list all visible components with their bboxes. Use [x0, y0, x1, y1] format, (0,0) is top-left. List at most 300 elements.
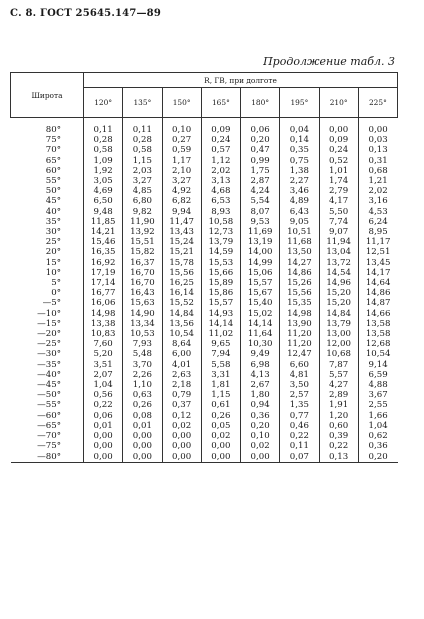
- value-cell: 15,20: [319, 298, 358, 308]
- value-cell: 13,34: [123, 319, 162, 329]
- value-cell: 6,80: [123, 196, 162, 206]
- value-cell: 3,16: [358, 196, 397, 206]
- value-cell: 0,00: [319, 118, 358, 136]
- value-cell: 0,20: [358, 452, 397, 463]
- value-cell: 8,93: [201, 207, 240, 217]
- value-cell: 0,27: [162, 135, 201, 145]
- value-cell: 1,75: [241, 166, 280, 176]
- value-cell: 15,56: [280, 288, 319, 298]
- value-cell: 2,26: [123, 370, 162, 380]
- value-cell: 14,86: [280, 268, 319, 278]
- value-cell: 15,86: [201, 288, 240, 298]
- value-cell: 2,57: [280, 390, 319, 400]
- value-cell: 11,94: [319, 237, 358, 247]
- value-cell: 10,68: [319, 349, 358, 359]
- page-header: С. 8. ГОСТ 25645.147—89: [10, 8, 162, 19]
- value-cell: 4,53: [358, 207, 397, 217]
- value-cell: 3,13: [201, 176, 240, 186]
- longitude-header: 150°: [162, 88, 201, 118]
- value-cell: 1,01: [319, 166, 358, 176]
- latitude-cell: —40°: [37, 369, 61, 380]
- table-row: [11, 186, 398, 196]
- value-cell: 16,70: [123, 268, 162, 278]
- value-cell: 12,51: [358, 247, 397, 257]
- value-cell: 13,43: [162, 227, 201, 237]
- longitude-header: 225°: [358, 88, 397, 118]
- latitude-cell: 55°: [45, 176, 61, 187]
- value-cell: 2,27: [280, 176, 319, 186]
- value-cell: 2,67: [241, 380, 280, 390]
- value-cell: 11,02: [201, 329, 240, 339]
- value-cell: 0,01: [123, 421, 162, 431]
- value-cell: 12,73: [201, 227, 240, 237]
- value-cell: 4,17: [319, 196, 358, 206]
- value-cell: 14,84: [162, 309, 201, 319]
- table-row: [11, 329, 398, 339]
- value-cell: 6,00: [162, 349, 201, 359]
- latitude-cell: —50°: [37, 390, 61, 401]
- latitude-cell: —70°: [37, 431, 61, 442]
- value-cell: 0,07: [280, 452, 319, 463]
- value-cell: 11,90: [123, 217, 162, 227]
- value-cell: 4,01: [162, 360, 201, 370]
- table-row: [11, 360, 398, 370]
- value-cell: 0,11: [280, 441, 319, 451]
- value-cell: 14,99: [241, 258, 280, 268]
- value-cell: 14,98: [280, 309, 319, 319]
- value-cell: 15,02: [241, 309, 280, 319]
- value-cell: 0,00: [201, 452, 240, 463]
- table-row: [11, 118, 398, 136]
- value-cell: 1,09: [84, 156, 123, 166]
- value-cell: 0,01: [84, 421, 123, 431]
- value-cell: 0,63: [123, 390, 162, 400]
- value-cell: 0,58: [123, 145, 162, 155]
- value-cell: 4,27: [319, 380, 358, 390]
- table-row: [11, 135, 398, 145]
- value-cell: 1,04: [358, 421, 397, 431]
- value-cell: 0,61: [201, 400, 240, 410]
- latitude-cell: —75°: [37, 441, 61, 452]
- value-cell: 0,04: [280, 118, 319, 136]
- value-cell: 12,00: [319, 339, 358, 349]
- longitude-group-header: R, ГВ, при долготе: [84, 73, 398, 88]
- value-cell: 4,92: [162, 186, 201, 196]
- value-cell: 0,99: [241, 156, 280, 166]
- longitude-header: 120°: [84, 88, 123, 118]
- value-cell: 0,20: [241, 135, 280, 145]
- table-row: [11, 370, 398, 380]
- table-row: [11, 145, 398, 155]
- longitude-header: 210°: [319, 88, 358, 118]
- value-cell: 15,20: [319, 288, 358, 298]
- value-cell: 14,84: [319, 309, 358, 319]
- latitude-cell: —25°: [37, 339, 61, 350]
- latitude-cell: 25°: [45, 237, 61, 248]
- table-row: [11, 217, 398, 227]
- value-cell: 0,36: [358, 441, 397, 451]
- latitude-cell: —10°: [37, 308, 61, 319]
- table-header-row: [11, 73, 398, 88]
- value-cell: 3,50: [280, 380, 319, 390]
- table-row: [11, 339, 398, 349]
- value-cell: 13,58: [358, 329, 397, 339]
- latitude-cell: —45°: [37, 380, 61, 391]
- value-cell: 4,69: [84, 186, 123, 196]
- value-cell: 6,50: [84, 196, 123, 206]
- longitude-header: 180°: [241, 88, 280, 118]
- value-cell: 0,28: [84, 135, 123, 145]
- table-row: [11, 452, 398, 463]
- value-cell: 0,00: [162, 441, 201, 451]
- value-cell: 0,13: [319, 452, 358, 463]
- value-cell: 9,94: [162, 207, 201, 217]
- table-row: [11, 196, 398, 206]
- value-cell: 15,66: [201, 268, 240, 278]
- table-row: [11, 258, 398, 268]
- value-cell: 8,64: [162, 339, 201, 349]
- value-cell: 8,95: [358, 227, 397, 237]
- value-cell: 7,87: [319, 360, 358, 370]
- value-cell: 0,77: [280, 411, 319, 421]
- value-cell: 16,35: [84, 247, 123, 257]
- value-cell: 1,80: [241, 390, 280, 400]
- value-cell: 5,57: [319, 370, 358, 380]
- value-cell: 1,10: [123, 380, 162, 390]
- value-cell: 5,58: [201, 360, 240, 370]
- value-cell: 3,67: [358, 390, 397, 400]
- value-cell: 5,54: [241, 196, 280, 206]
- value-cell: 15,57: [201, 298, 240, 308]
- table-row: [11, 309, 398, 319]
- latitude-cell: —15°: [37, 318, 61, 329]
- value-cell: 9,05: [280, 217, 319, 227]
- table-row: [11, 227, 398, 237]
- value-cell: 16,43: [123, 288, 162, 298]
- value-cell: 14,64: [358, 278, 397, 288]
- latitude-cell: —35°: [37, 359, 61, 370]
- value-cell: 1,20: [319, 411, 358, 421]
- value-cell: 0,13: [358, 145, 397, 155]
- table-row: [11, 411, 398, 421]
- latitude-cell: 65°: [45, 155, 61, 166]
- value-cell: 15,35: [280, 298, 319, 308]
- value-cell: 7,93: [123, 339, 162, 349]
- value-cell: 3,27: [123, 176, 162, 186]
- value-cell: 13,92: [123, 227, 162, 237]
- value-cell: 15,51: [123, 237, 162, 247]
- latitude-cell: 35°: [45, 216, 61, 227]
- value-cell: 15,21: [162, 247, 201, 257]
- value-cell: 3,05: [84, 176, 123, 186]
- value-cell: 3,70: [123, 360, 162, 370]
- value-cell: 1,17: [162, 156, 201, 166]
- value-cell: 4,88: [358, 380, 397, 390]
- latitude-cell: 30°: [45, 227, 61, 238]
- latitude-cell: 0°: [51, 288, 61, 299]
- value-cell: 15,63: [123, 298, 162, 308]
- value-cell: 9,14: [358, 360, 397, 370]
- value-cell: 0,08: [123, 411, 162, 421]
- value-cell: 11,47: [162, 217, 201, 227]
- value-cell: 0,62: [358, 431, 397, 441]
- value-cell: 0,94: [241, 400, 280, 410]
- value-cell: 1,66: [358, 411, 397, 421]
- value-cell: 0,02: [162, 421, 201, 431]
- value-cell: 1,81: [201, 380, 240, 390]
- value-cell: 0,20: [241, 421, 280, 431]
- value-cell: 11,68: [280, 237, 319, 247]
- table-row: [11, 268, 398, 278]
- value-cell: 6,24: [358, 217, 397, 227]
- table-body: [11, 118, 398, 463]
- value-cell: 16,70: [123, 278, 162, 288]
- value-cell: 13,72: [319, 258, 358, 268]
- value-cell: 6,53: [201, 196, 240, 206]
- value-cell: 2,79: [319, 186, 358, 196]
- latitude-cell: 60°: [45, 165, 61, 176]
- rigidity-table: [10, 72, 398, 463]
- value-cell: 9,53: [241, 217, 280, 227]
- value-cell: 2,02: [201, 166, 240, 176]
- value-cell: 0,12: [162, 411, 201, 421]
- value-cell: 10,54: [162, 329, 201, 339]
- value-cell: 1,21: [358, 176, 397, 186]
- latitude-cell: —30°: [37, 349, 61, 360]
- value-cell: 0,02: [241, 441, 280, 451]
- value-cell: 0,39: [319, 431, 358, 441]
- value-cell: 1,12: [201, 156, 240, 166]
- value-cell: 15,53: [201, 258, 240, 268]
- value-cell: 0,00: [123, 431, 162, 441]
- value-cell: 7,94: [201, 349, 240, 359]
- value-cell: 0,06: [241, 118, 280, 136]
- value-cell: 15,89: [201, 278, 240, 288]
- value-cell: 16,06: [84, 298, 123, 308]
- value-cell: 10,51: [280, 227, 319, 237]
- value-cell: 1,15: [123, 156, 162, 166]
- value-cell: 0,09: [319, 135, 358, 145]
- value-cell: 17,19: [84, 268, 123, 278]
- latitude-cell: 5°: [51, 278, 61, 289]
- value-cell: 2,89: [319, 390, 358, 400]
- value-cell: 15,52: [162, 298, 201, 308]
- value-cell: 5,48: [123, 349, 162, 359]
- value-cell: 15,24: [162, 237, 201, 247]
- value-cell: 6,82: [162, 196, 201, 206]
- value-cell: 5,50: [319, 207, 358, 217]
- value-cell: 4,81: [280, 370, 319, 380]
- value-cell: 4,13: [241, 370, 280, 380]
- longitude-header: 135°: [123, 88, 162, 118]
- value-cell: 15,46: [84, 237, 123, 247]
- value-cell: 15,40: [241, 298, 280, 308]
- value-cell: 3,51: [84, 360, 123, 370]
- value-cell: 16,14: [162, 288, 201, 298]
- table-row: [11, 176, 398, 186]
- value-cell: 0,26: [123, 400, 162, 410]
- value-cell: 0,56: [84, 390, 123, 400]
- value-cell: 6,59: [358, 370, 397, 380]
- table-row: [11, 278, 398, 288]
- value-cell: 2,02: [358, 186, 397, 196]
- value-cell: 16,37: [123, 258, 162, 268]
- value-cell: 14,87: [358, 298, 397, 308]
- value-cell: 4,89: [280, 196, 319, 206]
- value-cell: 14,27: [280, 258, 319, 268]
- value-cell: 2,55: [358, 400, 397, 410]
- latitude-cell: 75°: [45, 135, 61, 146]
- value-cell: 15,67: [241, 288, 280, 298]
- value-cell: 0,24: [319, 145, 358, 155]
- value-cell: 9,82: [123, 207, 162, 217]
- value-cell: 1,91: [319, 400, 358, 410]
- value-cell: 0,36: [241, 411, 280, 421]
- table-row: [11, 431, 398, 441]
- value-cell: 11,20: [280, 339, 319, 349]
- table-row: [11, 298, 398, 308]
- latitude-column-header: Широта: [11, 73, 84, 118]
- value-cell: 0,22: [319, 441, 358, 451]
- value-cell: 0,28: [123, 135, 162, 145]
- value-cell: 4,24: [241, 186, 280, 196]
- table-row: [11, 207, 398, 217]
- value-cell: 6,98: [241, 360, 280, 370]
- table-row: [11, 237, 398, 247]
- value-cell: 0,00: [162, 452, 201, 463]
- value-cell: 13,56: [162, 319, 201, 329]
- value-cell: 4,68: [201, 186, 240, 196]
- value-cell: 12,68: [358, 339, 397, 349]
- value-cell: 14,14: [241, 319, 280, 329]
- value-cell: 0,11: [84, 118, 123, 136]
- table-row: [11, 390, 398, 400]
- value-cell: 1,92: [84, 166, 123, 176]
- value-cell: 0,79: [162, 390, 201, 400]
- value-cell: 0,00: [84, 441, 123, 451]
- value-cell: 15,26: [280, 278, 319, 288]
- value-cell: 0,26: [201, 411, 240, 421]
- value-cell: 2,18: [162, 380, 201, 390]
- value-cell: 11,69: [241, 227, 280, 237]
- value-cell: 3,27: [162, 176, 201, 186]
- longitude-header: 195°: [280, 88, 319, 118]
- value-cell: 14,54: [319, 268, 358, 278]
- value-cell: 12,47: [280, 349, 319, 359]
- value-cell: 13,58: [358, 319, 397, 329]
- value-cell: 15,82: [123, 247, 162, 257]
- latitude-cell: —60°: [37, 410, 61, 421]
- value-cell: 17,14: [84, 278, 123, 288]
- value-cell: 9,65: [201, 339, 240, 349]
- value-cell: 0,60: [319, 421, 358, 431]
- value-cell: 13,90: [280, 319, 319, 329]
- value-cell: 10,83: [84, 329, 123, 339]
- value-cell: 0,52: [319, 156, 358, 166]
- table-row: [11, 247, 398, 257]
- value-cell: 0,35: [280, 145, 319, 155]
- value-cell: 0,58: [84, 145, 123, 155]
- value-cell: 2,10: [162, 166, 201, 176]
- value-cell: 14,98: [84, 309, 123, 319]
- value-cell: 0,59: [162, 145, 201, 155]
- value-cell: 15,78: [162, 258, 201, 268]
- value-cell: 0,14: [280, 135, 319, 145]
- latitude-cell: —55°: [37, 400, 61, 411]
- value-cell: 2,87: [241, 176, 280, 186]
- value-cell: 0,24: [201, 135, 240, 145]
- value-cell: 14,00: [241, 247, 280, 257]
- table-row: [11, 288, 398, 298]
- value-cell: 0,10: [162, 118, 201, 136]
- latitude-cell: 15°: [45, 257, 61, 268]
- value-cell: 0,22: [280, 431, 319, 441]
- value-cell: 2,03: [123, 166, 162, 176]
- value-cell: 13,00: [319, 329, 358, 339]
- longitude-header: 165°: [201, 88, 240, 118]
- table-row: [11, 319, 398, 329]
- value-cell: 13,45: [358, 258, 397, 268]
- value-cell: 1,15: [201, 390, 240, 400]
- value-cell: 0,00: [358, 118, 397, 136]
- value-cell: 0,00: [201, 441, 240, 451]
- value-cell: 3,46: [280, 186, 319, 196]
- value-cell: 13,79: [319, 319, 358, 329]
- value-cell: 15,57: [241, 278, 280, 288]
- latitude-cell: —65°: [37, 420, 61, 431]
- value-cell: 13,38: [84, 319, 123, 329]
- latitude-cell: 45°: [45, 196, 61, 207]
- latitude-cell: —5°: [42, 298, 61, 309]
- value-cell: 0,00: [84, 431, 123, 441]
- value-cell: 10,58: [201, 217, 240, 227]
- value-cell: 0,00: [241, 452, 280, 463]
- value-cell: 16,77: [84, 288, 123, 298]
- value-cell: 2,63: [162, 370, 201, 380]
- value-cell: 2,07: [84, 370, 123, 380]
- value-cell: 16,25: [162, 278, 201, 288]
- value-cell: 0,47: [241, 145, 280, 155]
- value-cell: 0,05: [201, 421, 240, 431]
- value-cell: 1,38: [280, 166, 319, 176]
- value-cell: 11,20: [280, 329, 319, 339]
- value-cell: 13,50: [280, 247, 319, 257]
- value-cell: 0,00: [123, 452, 162, 463]
- value-cell: 0,00: [162, 431, 201, 441]
- table-continuation-label: Продолжение табл. 3: [263, 55, 395, 68]
- value-cell: 0,31: [358, 156, 397, 166]
- value-cell: 1,74: [319, 176, 358, 186]
- value-cell: 0,02: [201, 431, 240, 441]
- value-cell: 0,00: [123, 441, 162, 451]
- value-cell: 0,22: [84, 400, 123, 410]
- value-cell: 1,04: [84, 380, 123, 390]
- value-cell: 4,85: [123, 186, 162, 196]
- table-row: [11, 156, 398, 166]
- value-cell: 8,07: [241, 207, 280, 217]
- value-cell: 15,06: [241, 268, 280, 278]
- value-cell: 13,04: [319, 247, 358, 257]
- latitude-cell: 50°: [45, 186, 61, 197]
- latitude-cell: —20°: [37, 329, 61, 340]
- value-cell: 14,21: [84, 227, 123, 237]
- value-cell: 6,43: [280, 207, 319, 217]
- value-cell: 10,54: [358, 349, 397, 359]
- value-cell: 14,66: [358, 309, 397, 319]
- value-cell: 0,03: [358, 135, 397, 145]
- value-cell: 14,90: [123, 309, 162, 319]
- value-cell: 9,48: [84, 207, 123, 217]
